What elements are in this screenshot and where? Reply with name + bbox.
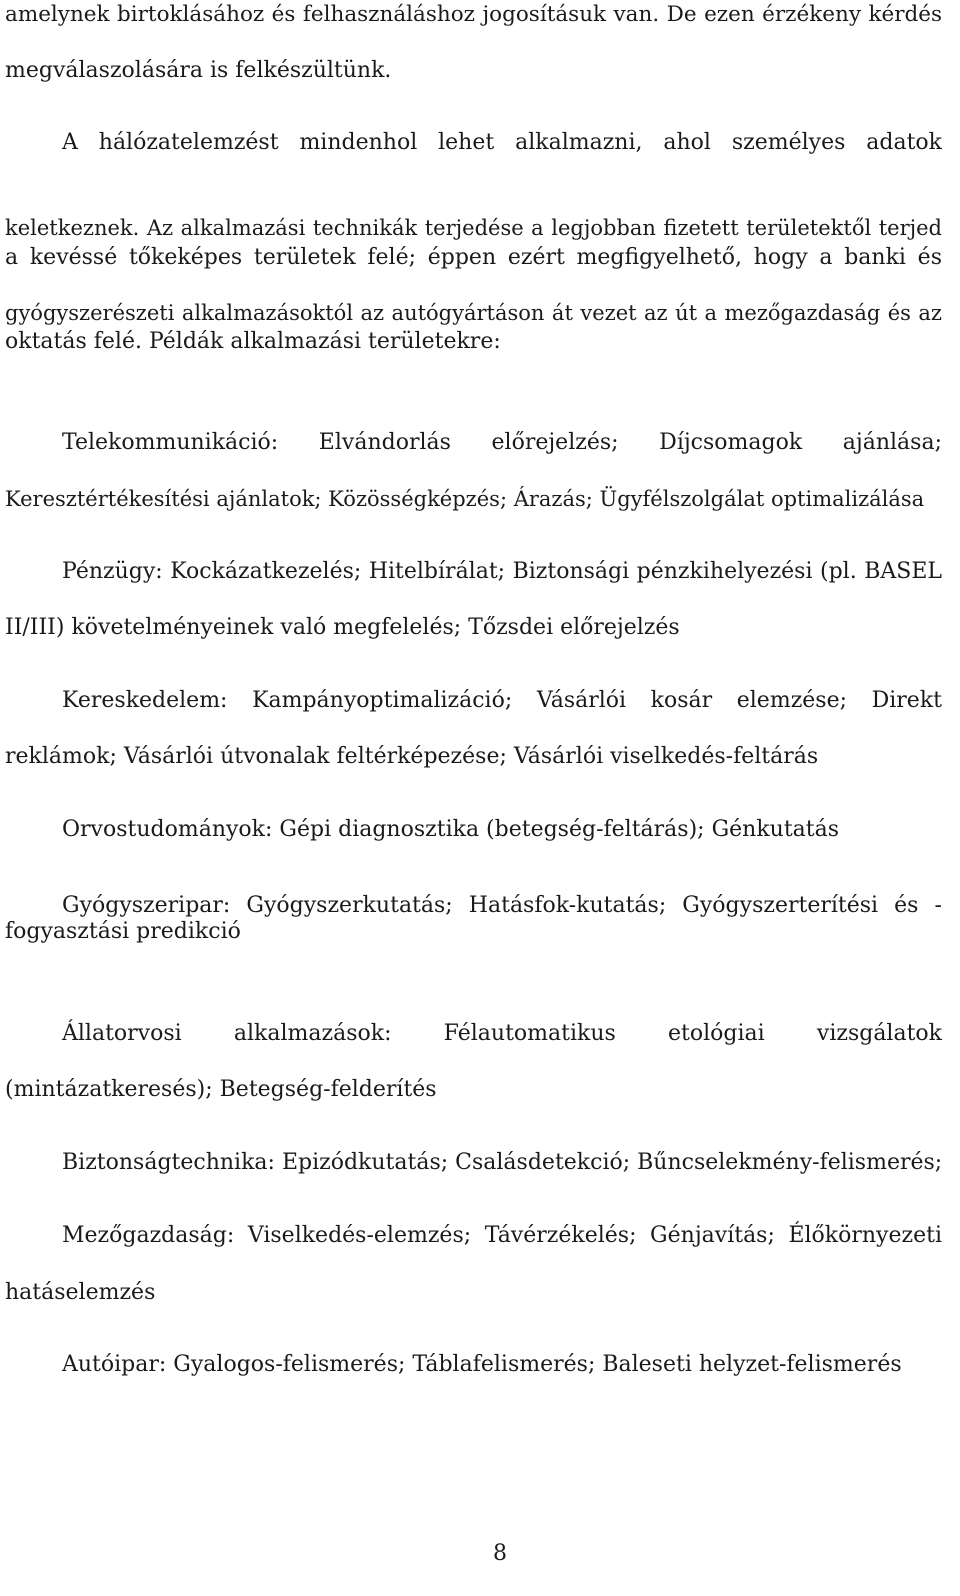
application-area-line: Gyógyszeripar: Gyógyszerkutatás; Hatásfok-kutatás; Gyógyszerterítési és - xyxy=(62,893,942,918)
application-area-line: Telekommunikáció: Elvándorlás előrejelzés; Díjcsomagok ajánlása; xyxy=(62,430,942,455)
application-area-line: fogyasztási predikció xyxy=(5,919,241,944)
body-text-line: oktatás felé. Példák alkalmazási területekre: xyxy=(5,329,501,354)
body-text-line: amelynek birtoklásához és felhasználáshoz jogosításuk van. De ezen érzékeny kérdés xyxy=(5,2,942,27)
application-area-line: Autóipar: Gyalogos-felismerés; Táblafelismerés; Baleseti helyzet-felismerés xyxy=(62,1352,902,1377)
body-text-line: keletkeznek. Az alkalmazási technikák terjedése a legjobban fizetett területektől terjed xyxy=(5,216,942,240)
application-area-line: Orvostudományok: Gépi diagnosztika (betegség-feltárás); Génkutatás xyxy=(62,817,840,842)
page-number: 8 xyxy=(493,1541,507,1566)
application-area-line: (mintázatkeresés); Betegség-felderítés xyxy=(5,1077,437,1102)
body-text-line: a kevéssé tőkeképes területek felé; éppen ezért megfigyelhető, hogy a banki és xyxy=(5,245,942,270)
application-area-line: Biztonságtechnika: Epizódkutatás; Csalásdetekció; Bűncselekmény-felismerés; xyxy=(62,1150,943,1175)
application-area-line: II/III) követelményeinek való megfelelés; Tőzsdei előrejelzés xyxy=(5,615,680,640)
application-area-line: Keresztértékesítési ajánlatok; Közösségképzés; Árazás; Ügyfélszolgálat optimalizálása xyxy=(5,487,925,511)
application-area-line: Pénzügy: Kockázatkezelés; Hitelbírálat; Biztonsági pénzkihelyezési (pl. BASEL xyxy=(62,559,942,584)
application-area-line: hatáselemzés xyxy=(5,1280,156,1305)
application-area-line: Mezőgazdaság: Viselkedés-elemzés; Távérzékelés; Génjavítás; Élőkörnyezeti xyxy=(62,1223,942,1248)
application-area-line: Kereskedelem: Kampányoptimalizáció; Vásárlói kosár elemzése; Direkt xyxy=(62,688,942,713)
application-area-line: Állatorvosi alkalmazások: Félautomatikus etológiai vizsgálatok xyxy=(62,1021,942,1046)
body-text-line: A hálózatelemzést mindenhol lehet alkalmazni, ahol személyes adatok xyxy=(62,130,942,155)
body-text-line: gyógyszerészeti alkalmazásoktól az autógyártáson át vezet az út a mezőgazdaság és az xyxy=(5,301,942,325)
application-area-line: reklámok; Vásárlói útvonalak feltérképezése; Vásárlói viselkedés-feltárás xyxy=(5,744,819,769)
body-text-line: megválaszolására is felkészültünk. xyxy=(5,58,392,83)
